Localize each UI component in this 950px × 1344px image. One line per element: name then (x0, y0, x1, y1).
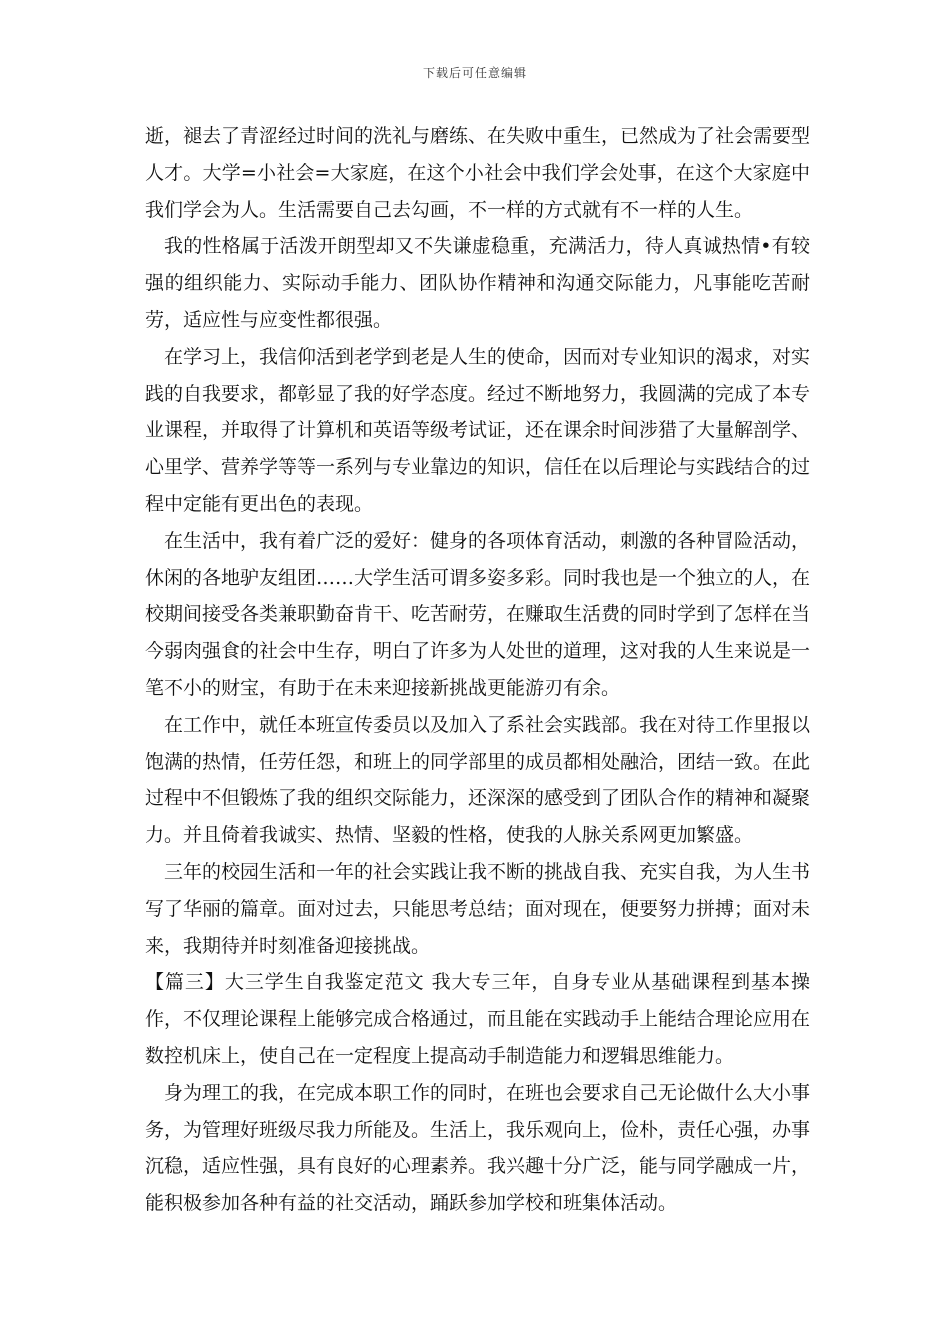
paragraph-personality: 我的性格属于活泼开朗型却又不失谦虚稳重，充满活力，待人真诚热情•有较强的组织能力、实际动手能力、团队协作精神和沟通交际能力，凡事能吃苦耐劳，适应性与应变性都很强。 (145, 235, 810, 331)
paragraph-study: 在学习上，我信仰活到老学到老是人生的使命，因而对专业知识的渴求，对实践的自我要求，都彰显了我的好学态度。经过不断地努力，我圆满的完成了本专业课程，并取得了计算机和英语等级考试证，还在课余时间涉猎了大量解剖学、心里学、营养学等等一系列与专业靠边的知识，信任在以后理论与实践结合的过程中定能有更出色的表现。 (145, 345, 811, 515)
page-header: 下载后可任意编辑 (422, 66, 527, 80)
paragraph-section-three: 【篇三】大三学生自我鉴定范文 我大专三年，自身专业从基础课程到基本操作，不仅理论课程上能够完成合格通过，而且能在实践动手上能结合理论应用在数控机床上，使自己在一定程度上提高动手制造能力和逻辑思维能力。 (145, 971, 811, 1067)
paragraph-continuation: 逝，褪去了青涩经过时间的洗礼与磨练、在失败中重生，已然成为了社会需要型人才。大学=小社会=大家庭，在这个小社会中我们学会处事，在这个大家庭中我们学会为人。生活需要自己去勾画，不一样的方式就有不一样的人生。 (145, 125, 811, 221)
paragraph-summary: 三年的校园生活和一年的社会实践让我不断的挑战自我、充实自我，为人生书写了华丽的篇章。面对过去，只能思考总结；面对现在，便要努力拼搏；面对未来，我期待并时刻准备迎接挑战。 (145, 860, 811, 957)
document-body (145, 118, 810, 1222)
paragraph-work: 在工作中，就任本班宣传委员以及加入了系社会实践部。我在对待工作里报以饱满的热情，任劳任怨，和班上的同学部里的成员都相处融洽，团结一致。在此过程中不但锻炼了我的组织交际能力，还深深的感受到了团队合作的精神和凝聚力。并且倚着我诚实、热情、坚毅的性格，使我的人脉关系网更加繁盛。 (145, 713, 811, 847)
paragraph-engineering: 身为理工的我，在完成本职工作的同时，在班也会要求自己无论做什么大小事务，为管理好班级尽我力所能及。生活上，我乐观向上，俭朴，责任心强，办事沉稳，适应性强，具有良好的心理素养。我兴趣十分广泛，能与同学融成一片，能积极参加各种有益的社交活动，踊跃参加学校和班集体活动。 (145, 1081, 811, 1215)
paragraph-life: 在生活中，我有着广泛的爱好：健身的各项体育活动，刺激的各种冒险活动，休闲的各地驴友组团……大学生活可谓多姿多彩。同时我也是一个独立的人，在校期间接受各类兼职勤奋肯干、吃苦耐劳，在赚取生活费的同时学到了怎样在当今弱肉强食的社会中生存，明白了许多为人处世的道理，这对我的人生来说是一笔不小的财宝，有助于在未来迎接新挑战更能游刃有余。 (145, 529, 811, 699)
